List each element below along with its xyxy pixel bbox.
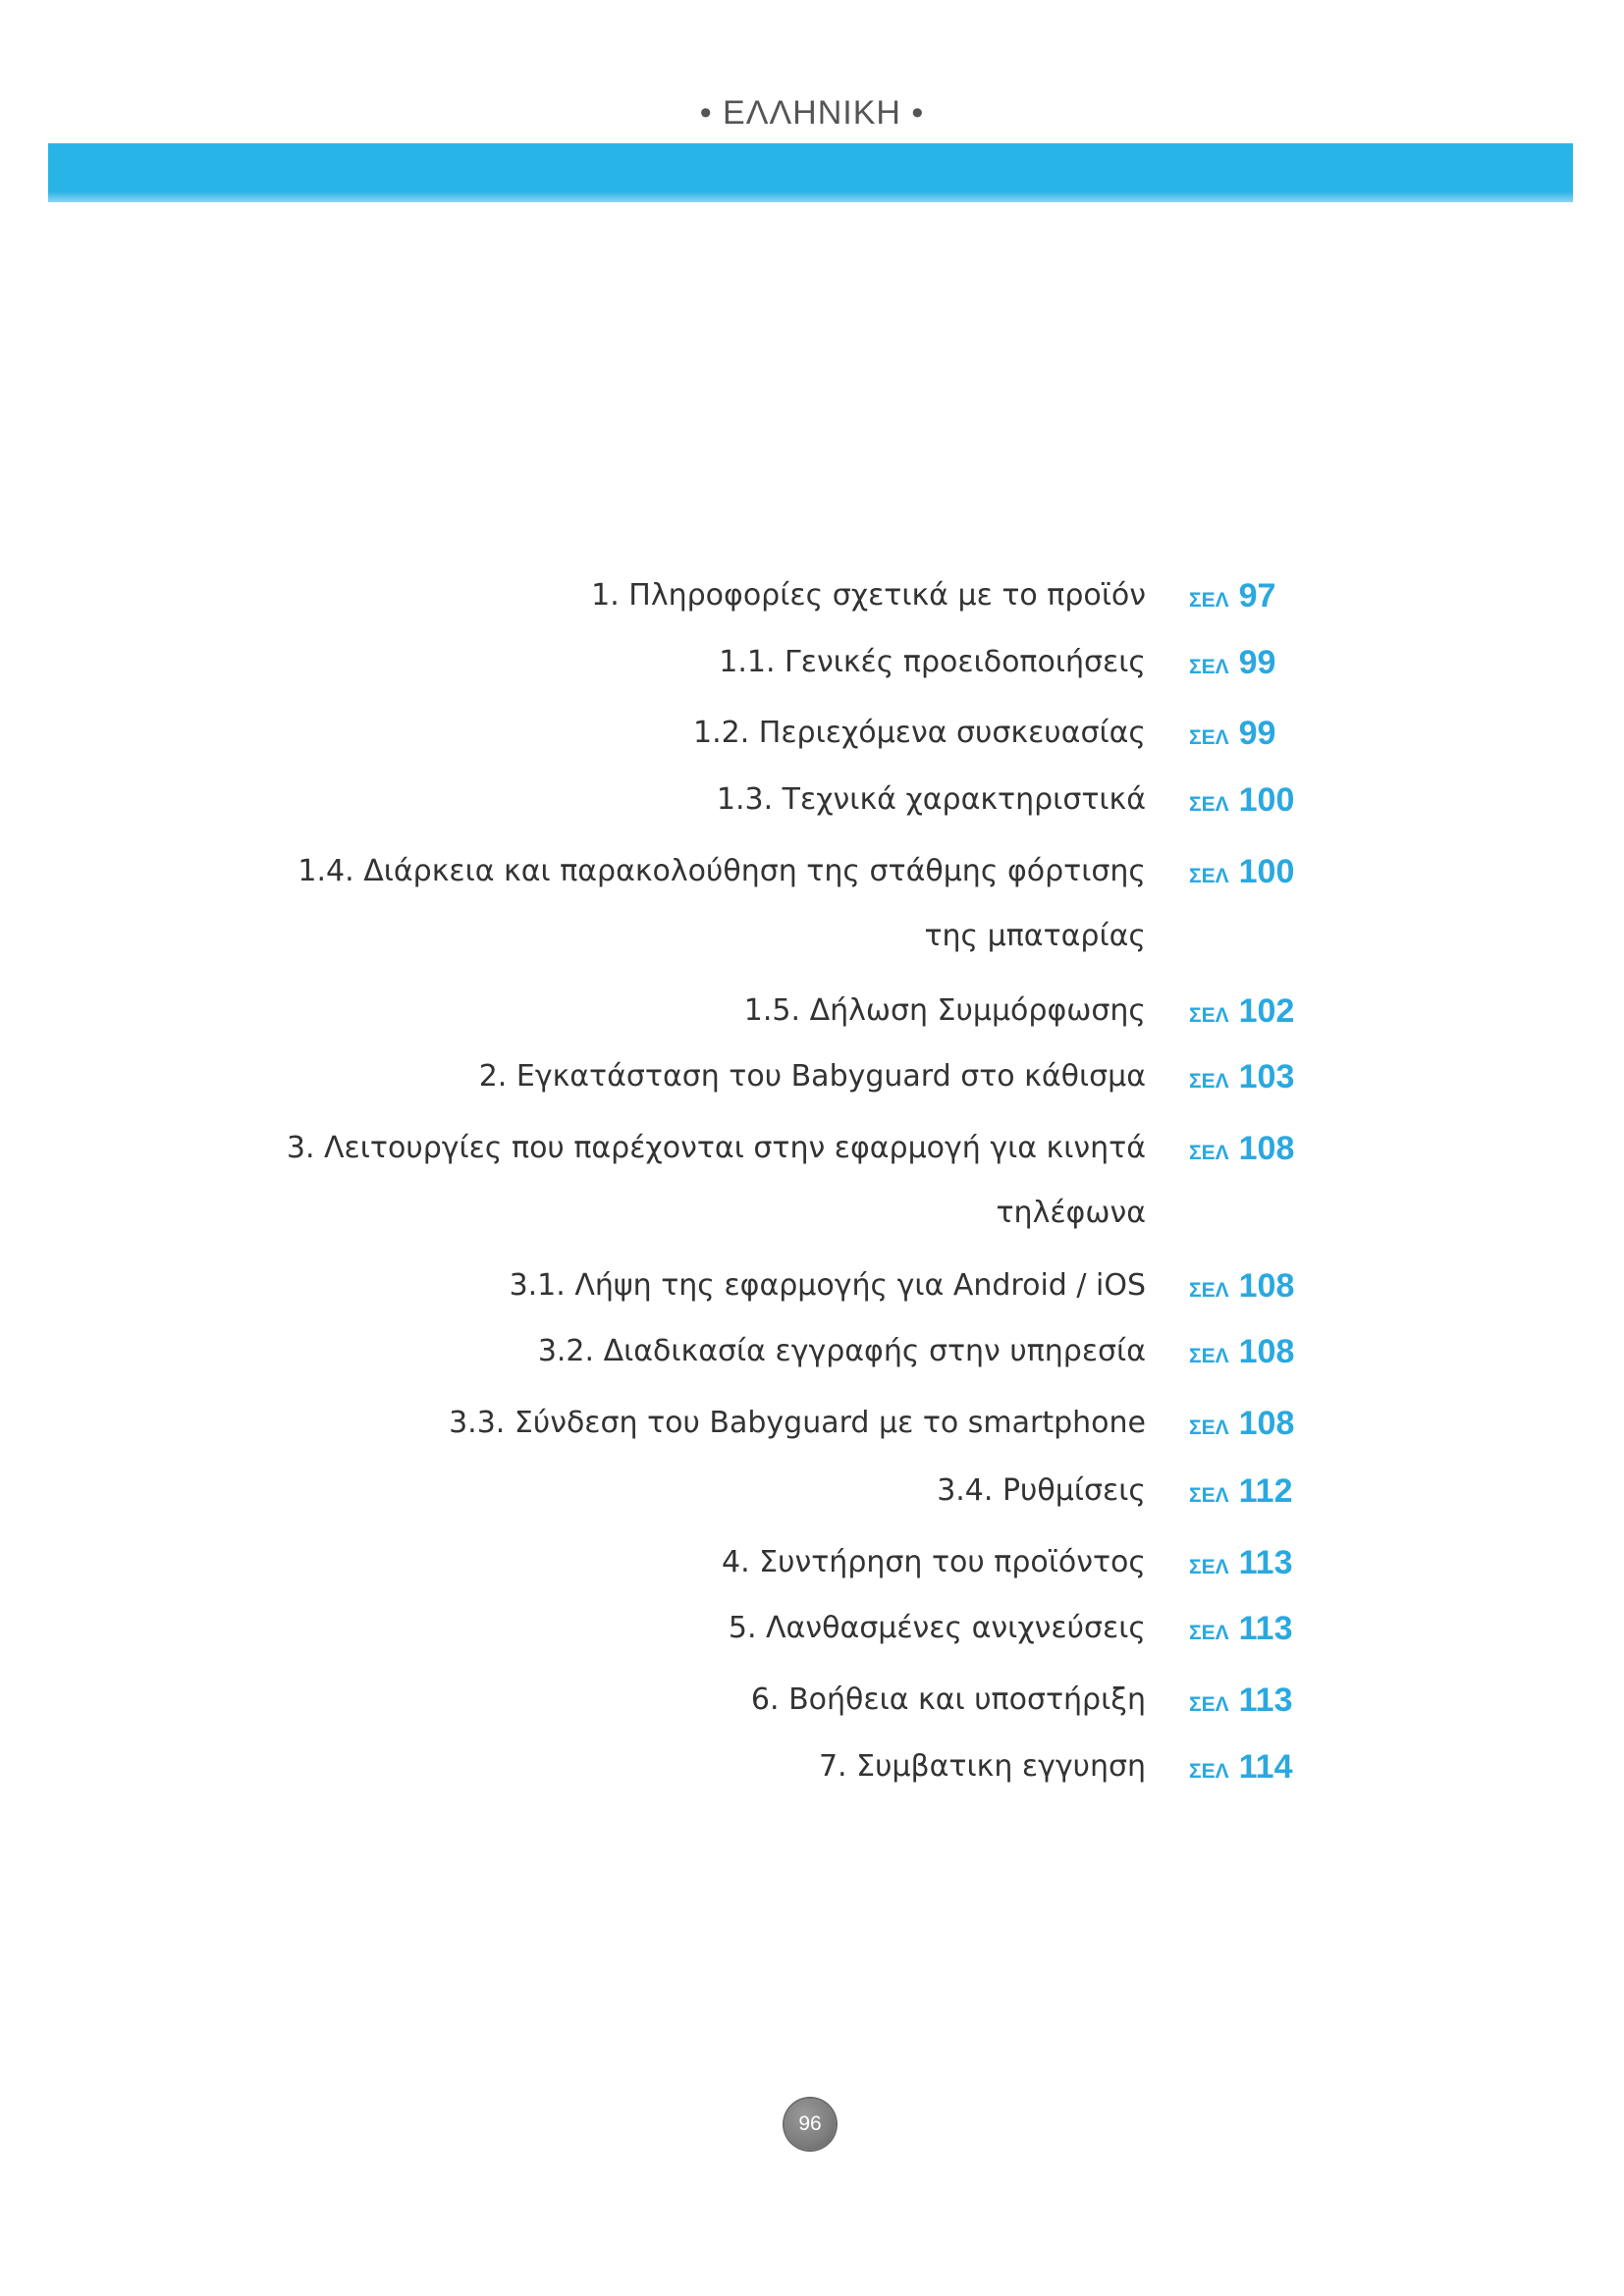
toc-entry-title: 3.3. Σύνδεση του Babyguard με το smartphone (449, 1406, 1146, 1440)
page-ref (1189, 1609, 1292, 1648)
toc-entry (0, 576, 1624, 615)
page-ref-number: 99 (1238, 715, 1276, 752)
page-ref-number: 113 (1238, 1610, 1293, 1647)
page-ref-number: 108 (1238, 1333, 1295, 1370)
toc-entry-title: 1.5. Δήλωση Συμμόρφωσης (743, 993, 1146, 1028)
page-ref-number: 108 (1238, 1405, 1295, 1442)
page-ref-number: 113 (1238, 1544, 1293, 1581)
toc-entry-continuation (0, 917, 1624, 956)
toc-entry-title: 1.3. Τεχνικά χαρακτηριστικά (716, 782, 1146, 817)
page-ref-label: ΣΕΛ (1189, 656, 1229, 678)
toc-entry (0, 1404, 1624, 1443)
page-ref (1189, 714, 1275, 753)
toc-entry-continuation (0, 1194, 1624, 1233)
page-ref-number: 113 (1238, 1682, 1293, 1719)
page-ref-number: 100 (1238, 781, 1295, 819)
page-ref (1189, 1747, 1292, 1787)
page-ref-label: ΣΕΛ (1189, 1416, 1229, 1439)
toc-entry (0, 991, 1624, 1031)
page-ref (1189, 1543, 1292, 1582)
toc-entry-title: 3.1. Λήψη της εφαρμογής για Android / iOS (509, 1268, 1146, 1303)
page-ref-number: 112 (1238, 1472, 1293, 1510)
page-ref-label: ΣΕΛ (1189, 589, 1229, 612)
page-ref (1189, 1404, 1294, 1443)
page-ref-label: ΣΕΛ (1189, 1484, 1229, 1507)
toc-entry-title: 5. Λανθασμένες ανιχνεύσεις (728, 1611, 1146, 1645)
page-ref-label: ΣΕΛ (1189, 1345, 1229, 1367)
toc-entry (0, 780, 1624, 820)
page-ref-number: 102 (1238, 992, 1295, 1030)
page-ref-number: 108 (1238, 1130, 1295, 1167)
toc-entry (0, 1471, 1624, 1511)
page-ref-number: 103 (1238, 1058, 1295, 1095)
toc-entry (0, 1057, 1624, 1096)
toc-entry-title: 1.1. Γενικές προειδοποιήσεις (719, 645, 1146, 679)
page-ref (1189, 1471, 1292, 1511)
toc-entry-title: 1.4. Διάρκεια και παρακολούθηση της στάθμης φόρτισης (298, 854, 1146, 888)
toc-entry (0, 1543, 1624, 1582)
page-ref-label: ΣΕΛ (1189, 1556, 1229, 1578)
page-ref-label: ΣΕΛ (1189, 1760, 1229, 1783)
page-ref (1189, 852, 1294, 891)
toc-entry-title: 3.4. Ρυθμίσεις (937, 1473, 1146, 1508)
toc-entry-title: 1. Πληροφορίες σχετικά με το προϊόν (591, 578, 1146, 613)
page-ref (1189, 780, 1294, 820)
toc-entry (0, 1681, 1624, 1720)
page-ref-label: ΣΕΛ (1189, 726, 1229, 749)
page-number-badge: 96 (785, 2099, 836, 2150)
page-ref (1189, 1129, 1294, 1168)
toc-entry (0, 714, 1624, 753)
page-ref-label: ΣΕΛ (1189, 1004, 1229, 1027)
toc-entry (0, 643, 1624, 682)
page-ref-label: ΣΕΛ (1189, 1279, 1229, 1302)
page-ref-label: ΣΕΛ (1189, 865, 1229, 887)
toc-entry (0, 1609, 1624, 1648)
page-ref-number: 97 (1238, 577, 1276, 614)
page-ref (1189, 1266, 1294, 1306)
toc-entry-title: 7. Συμβατικη εγγυηση (818, 1749, 1146, 1784)
page-ref-label: ΣΕΛ (1189, 1070, 1229, 1093)
toc-entry-title: 1.2. Περιεχόμενα συσκευασίας (693, 716, 1146, 750)
toc-entry-title: 4. Συντήρηση του προϊόντος (722, 1545, 1146, 1579)
page-ref (1189, 576, 1275, 615)
page-ref-number: 99 (1238, 644, 1276, 681)
page-ref (1189, 643, 1275, 682)
page-ref (1189, 991, 1294, 1031)
toc-entry-title-continuation: τηλέφωνα (996, 1196, 1146, 1230)
toc-entry (0, 1266, 1624, 1306)
page-ref-label: ΣΕΛ (1189, 1142, 1229, 1164)
page-ref (1189, 1332, 1294, 1371)
toc-entry (0, 1129, 1624, 1168)
page-ref-number: 100 (1238, 853, 1295, 890)
toc-entry (0, 852, 1624, 891)
toc-entry-title: 3. Λειτουργίες που παρέχονται στην εφαρμογή για κινητά (286, 1131, 1146, 1165)
page-ref (1189, 1057, 1294, 1096)
page-ref (1189, 1681, 1292, 1720)
page-language-header: • ΕΛΛΗΝΙΚΗ • (699, 94, 925, 132)
toc-entry-title: 3.2. Διαδικασία εγγραφής στην υπηρεσία (537, 1334, 1146, 1368)
toc-entry (0, 1747, 1624, 1787)
page-ref-number: 108 (1238, 1267, 1295, 1305)
toc-entry-title: 6. Βοήθεια και υποστήριξη (750, 1682, 1146, 1717)
page-ref-label: ΣΕΛ (1189, 1693, 1229, 1716)
page-ref-label: ΣΕΛ (1189, 793, 1229, 816)
toc-entry-title: 2. Εγκατάσταση του Babyguard στο κάθισμα (478, 1059, 1146, 1094)
toc-entry-title-continuation: της μπαταρίας (924, 919, 1146, 953)
toc-entry (0, 1332, 1624, 1371)
page-ref-label: ΣΕΛ (1189, 1622, 1229, 1644)
page-ref-number: 114 (1238, 1748, 1293, 1786)
